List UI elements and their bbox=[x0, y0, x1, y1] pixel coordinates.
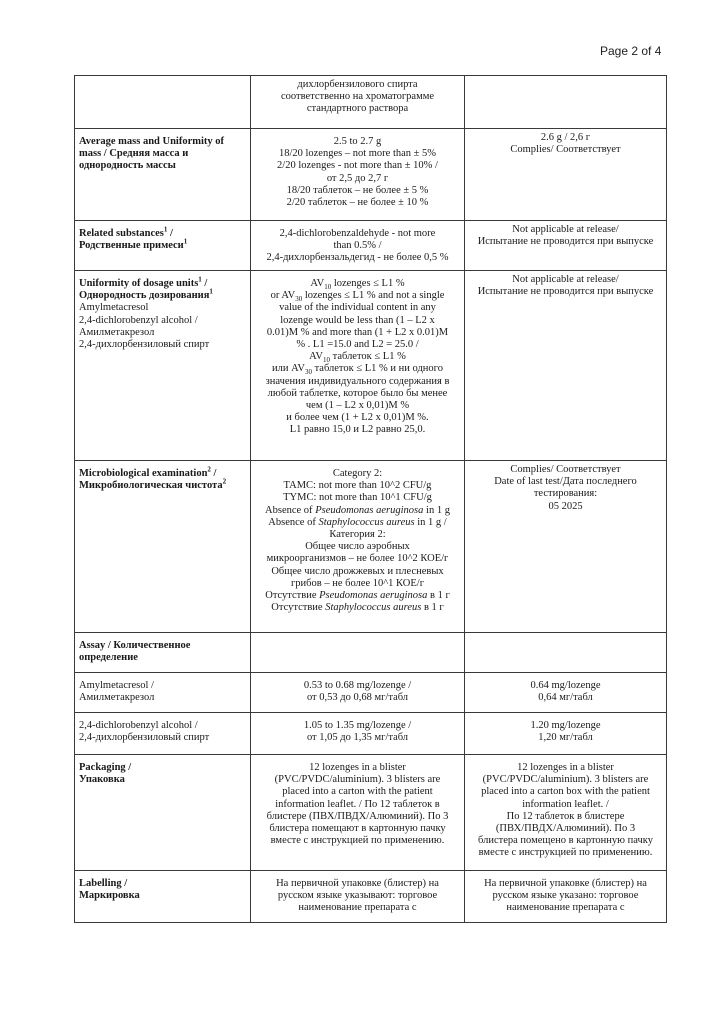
test-name-en: Microbiological examination bbox=[79, 468, 208, 479]
spec-line: наименование препарата с bbox=[298, 902, 417, 914]
spec-cell bbox=[251, 76, 465, 129]
sub-item: 2,4-dichlorobenzyl alcohol / bbox=[79, 314, 198, 326]
result-line: вместе с инструкцией по применению. bbox=[478, 847, 653, 859]
footnote-mark: 2 bbox=[207, 465, 211, 474]
result-line: 1.20 mg/lozenge bbox=[530, 720, 601, 731]
spec-line: значения индивидуального содержания в bbox=[265, 375, 450, 387]
specification-table bbox=[74, 75, 667, 923]
table-row bbox=[75, 76, 667, 129]
result-line: наименование препарата с bbox=[506, 902, 625, 914]
footnote-mark: 1 bbox=[198, 275, 202, 284]
result-line: Date of last test/Дата последнего bbox=[494, 476, 637, 488]
result-line: русском языке указано: торговое bbox=[492, 890, 639, 902]
spec-line: 0.53 to 0.68 mg/lozenge / bbox=[303, 680, 412, 691]
result-line: 12 lozenges in a blister bbox=[517, 762, 614, 773]
spec-line: дихлорбензилового спирта bbox=[297, 79, 418, 90]
test-name-ru: Средняя масса и однородность массы bbox=[79, 148, 189, 172]
test-cell bbox=[75, 871, 251, 923]
spec-line: Category 2: bbox=[332, 468, 383, 479]
spec-line: Общее число аэробных bbox=[305, 541, 410, 553]
footnote-mark: 1 bbox=[163, 225, 168, 234]
spec-line: $AV_{10}$ lozenges ≤ L1 % bbox=[310, 278, 405, 292]
spec-line: 2,4-дихлорбензальдегид - не более 0,5 % bbox=[266, 252, 449, 264]
result-line: блистера помещено в картонную пачку bbox=[478, 835, 653, 847]
spec-line: от 0,53 до 0,68 мг/табл bbox=[306, 692, 409, 704]
table-row bbox=[75, 129, 667, 221]
spec-cell bbox=[251, 461, 465, 633]
spec-line: Отсутствие Pseudomonas aeruginosa в 1 г bbox=[265, 590, 450, 602]
result-line: 0,64 мг/табл bbox=[538, 692, 593, 704]
result-line: (PVC/PVDC/aluminium). 3 blisters are bbox=[482, 774, 649, 786]
test-name-en: Packaging / bbox=[79, 762, 132, 773]
test-name-en: Uniformity of dosage units bbox=[79, 278, 199, 289]
result-line: На первичной упаковке (блистер) на bbox=[484, 878, 647, 889]
result-cell bbox=[465, 633, 667, 673]
test-name-en: Labelling / bbox=[79, 878, 128, 889]
spec-line: 1.05 to 1.35 mg/lozenge / bbox=[303, 720, 412, 731]
spec-line: 2,4-dichlorobenzaldehyde - not more bbox=[279, 228, 436, 239]
spec-line: и более чем (1 + L2 x 0,01)M %. bbox=[286, 412, 429, 424]
test-name-ru: Микробиологическая чистота$^2$ bbox=[79, 477, 227, 492]
result-line: 2.6 g / 2,6 г bbox=[540, 132, 591, 143]
result-cell bbox=[465, 871, 667, 923]
test-name-en: Related substances bbox=[79, 228, 164, 239]
spec-line: любой таблетке, которое было бы менее bbox=[267, 387, 448, 399]
table-row bbox=[75, 221, 667, 271]
table-row bbox=[75, 461, 667, 633]
result-cell bbox=[465, 713, 667, 755]
spec-cell bbox=[251, 755, 465, 871]
result-line: Испытание не проводится при выпуске bbox=[477, 236, 654, 248]
spec-line: 12 lozenges in a blister bbox=[309, 762, 406, 773]
table-row bbox=[75, 755, 667, 871]
table-row bbox=[75, 871, 667, 923]
result-line: Испытание не проводится при выпуске bbox=[477, 286, 654, 298]
spec-line: 18/20 lozenges – not more than ± 5% bbox=[278, 148, 437, 160]
spec-cell bbox=[251, 221, 465, 271]
spec-line: Категория 2: bbox=[329, 529, 386, 541]
spec-cell bbox=[251, 633, 465, 673]
sub-item: Амилметакрезол bbox=[79, 326, 155, 338]
spec-line: 0.01)M % and more than (1 + L2 x 0.01)M bbox=[266, 326, 449, 338]
spec-cell bbox=[251, 129, 465, 221]
test-name-en: Amylmetacresol / bbox=[79, 680, 154, 691]
spec-line: 2/20 lozenges - not more than ± 10% / bbox=[277, 160, 438, 172]
test-name-ru: Маркировка bbox=[79, 890, 140, 902]
result-line: По 12 таблеток в блистере bbox=[506, 810, 625, 822]
table-row bbox=[75, 713, 667, 755]
spec-cell bbox=[251, 673, 465, 713]
result-line: Complies/ Соответствует bbox=[510, 144, 621, 156]
spec-line: чем (1 – L2 x 0,01)M % bbox=[305, 400, 410, 412]
test-cell: Related substances$^1$ / Родственные примеси$^1$ bbox=[75, 221, 251, 271]
result-cell bbox=[465, 461, 667, 633]
result-cell bbox=[465, 271, 667, 461]
spec-cell bbox=[251, 713, 465, 755]
spec-line: или $AV_{30}$ таблеток ≤ L1 % и ни одного bbox=[272, 363, 443, 377]
result-line: тестирования: bbox=[533, 488, 598, 500]
spec-cell bbox=[251, 871, 465, 923]
spec-line: 18/20 таблеток – не более ± 5 % bbox=[286, 184, 429, 196]
spec-line: русском языке указывают: торговое bbox=[277, 890, 438, 902]
spec-line: 2/20 таблеток – не более ± 10 % bbox=[286, 197, 429, 209]
spec-line: от 2,5 до 2,7 г bbox=[326, 172, 389, 184]
table-row bbox=[75, 271, 667, 461]
result-line: Not applicable at release/ bbox=[512, 274, 619, 285]
test-name-ru: Родственные примеси$^1$ bbox=[79, 237, 188, 252]
test-cell bbox=[75, 129, 251, 221]
spec-line: блистера помещают в картонную пачку bbox=[269, 823, 446, 835]
spec-line: Общее число дрожжевых и плесневых bbox=[271, 565, 444, 577]
test-name-ru: Однородность дозирования$^1$ bbox=[79, 287, 213, 302]
result-line: Not applicable at release/ bbox=[512, 224, 619, 235]
spec-line: lozenge would be less than (1 – L2 x bbox=[280, 314, 435, 326]
spec-line: L1 равно 15,0 и L2 равно 25,0. bbox=[289, 424, 426, 436]
table-row bbox=[75, 673, 667, 713]
spec-line: % . L1 =15.0 and L2 = 25.0 / bbox=[296, 339, 419, 351]
result-cell bbox=[465, 76, 667, 129]
spec-line: information leaflet. / По 12 таблеток в bbox=[275, 798, 440, 810]
result-line: information leaflet. / bbox=[522, 798, 609, 810]
result-line: 0.64 mg/lozenge bbox=[530, 680, 601, 691]
result-line: Complies/ Соответствует bbox=[510, 464, 621, 475]
spec-line: Absence of Pseudomonas aeruginosa in 1 g bbox=[265, 504, 450, 516]
test-name-en: Average mass and Uniformity of mass / bbox=[79, 136, 225, 160]
spec-line: Отсутствие Staphylococcus aureus в 1 г bbox=[271, 602, 444, 614]
result-line: 05 2025 bbox=[548, 500, 583, 512]
spec-line: than 0.5% / bbox=[333, 240, 382, 252]
spec-line: (PVC/PVDC/aluminium). 3 blisters are bbox=[274, 774, 441, 786]
result-cell bbox=[465, 673, 667, 713]
test-cell: Uniformity of dosage units$^1$ / Однородность дозирования$^1$ Amylmetacresol 2,4-dichlorobenzyl alcohol / Амилметакрезол 2,4-дихлорбензиловый спирт bbox=[75, 271, 251, 461]
result-line: placed into a carton box with the patient bbox=[481, 786, 650, 798]
spec-line: На первичной упаковке (блистер) на bbox=[276, 878, 439, 889]
spec-line: Absence of Staphylococcus aureus in 1 g / bbox=[268, 516, 447, 528]
result-cell bbox=[465, 755, 667, 871]
spec-line: от 1,05 до 1,35 мг/табл bbox=[306, 732, 409, 744]
test-cell bbox=[75, 673, 251, 713]
spec-line: соответственно на хроматограмме bbox=[280, 91, 435, 103]
sub-item: 2,4-дихлорбензиловый спирт bbox=[79, 339, 210, 351]
test-name-en: 2,4-dichlorobenzyl alcohol / bbox=[79, 720, 198, 731]
spec-cell bbox=[251, 271, 465, 461]
result-line: 1,20 мг/табл bbox=[538, 732, 593, 744]
test-name: Assay / Количественное определение bbox=[79, 640, 191, 664]
sub-item: Amylmetacresol bbox=[79, 302, 149, 314]
spec-line: стандартного раствора bbox=[306, 103, 409, 115]
test-cell bbox=[75, 713, 251, 755]
spec-line: or $AV_{30}$ lozenges ≤ L1 % and not a single bbox=[270, 290, 445, 304]
table-row bbox=[75, 633, 667, 673]
test-name-ru: Амилметакрезол bbox=[79, 692, 155, 704]
spec-line: TAMC: not more than 10^2 CFU/g bbox=[283, 480, 432, 492]
spec-line: вместе с инструкцией по применению. bbox=[270, 835, 445, 847]
result-cell bbox=[465, 129, 667, 221]
spec-line: placed into a carton with the patient bbox=[282, 786, 433, 798]
test-cell bbox=[75, 76, 251, 129]
result-line: (ПВХ/ПВДХ/Алюминий). По 3 bbox=[495, 823, 636, 835]
spec-line: $AV_{10}$ таблеток ≤ L1 % bbox=[309, 351, 406, 365]
test-cell bbox=[75, 633, 251, 673]
spec-line: микроорганизмов – не более 10^2 КОЕ/г bbox=[266, 553, 449, 565]
test-cell bbox=[75, 755, 251, 871]
result-cell bbox=[465, 221, 667, 271]
spec-line: 2.5 to 2.7 g bbox=[333, 136, 382, 147]
spec-line: блистере (ПВХ/ПВДХ/Алюминий). По 3 bbox=[266, 810, 449, 822]
page-number: Page 2 of 4 bbox=[600, 44, 662, 58]
spec-line: TYMC: not more than 10^1 CFU/g bbox=[283, 492, 432, 504]
spec-line: грибов – не более 10^1 КОЕ/г bbox=[290, 577, 425, 589]
test-name-ru: Упаковка bbox=[79, 774, 125, 786]
spec-line: value of the individual content in any bbox=[279, 302, 436, 314]
test-name-ru: 2,4-дихлорбензиловый спирт bbox=[79, 732, 210, 744]
test-cell: Microbiological examination$^2$ / Микробиологическая чистота$^2$ bbox=[75, 461, 251, 633]
